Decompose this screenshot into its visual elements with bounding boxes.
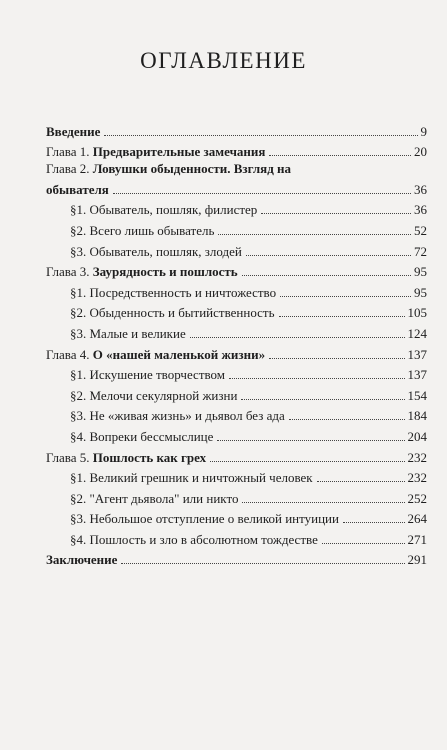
toc-entry-intro[interactable] (46, 118, 427, 139)
chapter-name: Пошлость как грех (92, 449, 207, 465)
dot-leader (269, 358, 404, 359)
page-number: 232 (407, 449, 427, 465)
page-number: 95 (414, 284, 427, 300)
toc-entry-label (46, 144, 265, 159)
dot-leader (210, 461, 404, 462)
chapter-prefix: Глава 3. (46, 264, 93, 280)
page-number: 9 (420, 123, 427, 139)
page-number: 264 (407, 511, 427, 527)
toc-entry-chapter-5[interactable] (46, 444, 427, 465)
toc-entry-label (46, 161, 291, 176)
toc-section-3-1[interactable] (46, 279, 427, 300)
page-number: 232 (407, 470, 427, 486)
section-label: §3. Не «живая жизнь» и дьявол без ада (70, 408, 285, 424)
dot-leader (241, 399, 404, 400)
section-label: §1. Обыватель, пошляк, филистер (70, 202, 258, 218)
dot-leader (229, 378, 404, 379)
page-title: ОГЛАВЛЕНИЕ (140, 48, 307, 73)
dot-leader (269, 155, 411, 156)
dot-leader (242, 275, 411, 276)
page-number: 36 (414, 202, 427, 218)
toc-section-5-2[interactable] (46, 485, 427, 506)
toc-entry-label: Заключение (46, 552, 118, 568)
toc-section-2-2[interactable] (46, 217, 427, 238)
toc-section-2-3[interactable] (46, 238, 427, 259)
dot-leader (317, 481, 405, 482)
toc-entry-chapter-2-continued[interactable] (46, 176, 427, 197)
page-number: 252 (407, 490, 427, 506)
dot-leader (343, 522, 405, 523)
toc-entry-chapter-1[interactable] (46, 139, 427, 160)
section-label: §2. Обыденность и бытийственность (70, 305, 275, 321)
toc-section-4-2[interactable] (46, 382, 427, 403)
dot-leader (261, 213, 411, 214)
dot-leader (218, 234, 411, 235)
page-number: 72 (414, 243, 427, 259)
dot-leader (289, 419, 405, 420)
chapter-name-continued: обывателя (46, 181, 109, 197)
section-label: §4. Пошлость и зло в абсолютном тождестве (70, 531, 318, 547)
chapter-name: О «нашей маленькой жизни» (92, 346, 266, 362)
toc-section-4-1[interactable] (46, 362, 427, 383)
page-number: 52 (414, 222, 427, 238)
toc-section-5-1[interactable] (46, 465, 427, 486)
page-number: 20 (414, 144, 427, 160)
chapter-name: Ловушки обыденности. Взгляд на (92, 161, 292, 177)
toc-section-3-3[interactable] (46, 320, 427, 341)
section-label: §2. Мелочи секулярной жизни (70, 387, 238, 403)
chapter-prefix: Глава 4. (46, 346, 93, 362)
section-label: §2. Всего лишь обыватель (70, 222, 215, 238)
dot-leader (104, 135, 417, 136)
toc-section-5-4[interactable] (46, 526, 427, 547)
page-number: 204 (407, 428, 427, 444)
dot-leader (217, 440, 404, 441)
section-label: §1. Посредственность и ничтожество (70, 284, 277, 300)
page-number: 271 (407, 531, 427, 547)
page-number: 137 (407, 367, 427, 383)
page-number: 137 (407, 346, 427, 362)
table-of-contents (46, 118, 427, 567)
dot-leader (280, 296, 411, 297)
toc-entry-conclusion[interactable] (46, 547, 427, 568)
page-number: 36 (414, 181, 427, 197)
chapter-prefix: Глава 5. (46, 449, 93, 465)
dot-leader (322, 543, 405, 544)
toc-entry-label (46, 450, 206, 465)
toc-section-5-3[interactable] (46, 506, 427, 527)
section-label: §1. Искушение творчеством (70, 367, 226, 383)
toc-entry-chapter-3[interactable] (46, 259, 427, 280)
page-number: 124 (407, 325, 427, 341)
chapter-prefix: Глава 1. (46, 144, 93, 160)
dot-leader (113, 193, 411, 194)
section-label: §3. Небольшое отступление о великой интуиции (70, 511, 339, 527)
toc-entry-label: Введение (46, 123, 101, 139)
chapter-name: Предварительные замечания (92, 144, 266, 160)
chapter-prefix: Глава 2. (46, 161, 93, 177)
toc-section-3-2[interactable] (46, 300, 427, 321)
page-number: 95 (414, 264, 427, 280)
toc-entry-label (46, 347, 265, 362)
dot-leader (279, 316, 405, 317)
chapter-name: Заурядность и пошлость (92, 264, 238, 280)
toc-section-2-1[interactable] (46, 197, 427, 218)
toc-section-4-3[interactable] (46, 403, 427, 424)
dot-leader (190, 337, 405, 338)
page-number: 105 (407, 305, 427, 321)
page-number: 184 (407, 408, 427, 424)
section-label: §3. Малые и великие (70, 325, 186, 341)
page-number: 154 (407, 387, 427, 403)
toc-entry-chapter-2[interactable] (46, 159, 427, 176)
toc-section-4-4[interactable] (46, 423, 427, 444)
page-number: 291 (407, 552, 427, 568)
toc-entry-chapter-4[interactable] (46, 341, 427, 362)
section-label: §3. Обыватель, пошляк, злодей (70, 243, 242, 259)
toc-entry-label (46, 264, 238, 279)
dot-leader (242, 502, 404, 503)
section-label: §2. "Агент дьявола" или никто (70, 490, 239, 506)
dot-leader (246, 255, 411, 256)
section-label: §1. Великий грешник и ничтожный человек (70, 470, 313, 486)
dot-leader (121, 563, 404, 564)
section-label: §4. Вопреки бессмыслице (70, 428, 214, 444)
